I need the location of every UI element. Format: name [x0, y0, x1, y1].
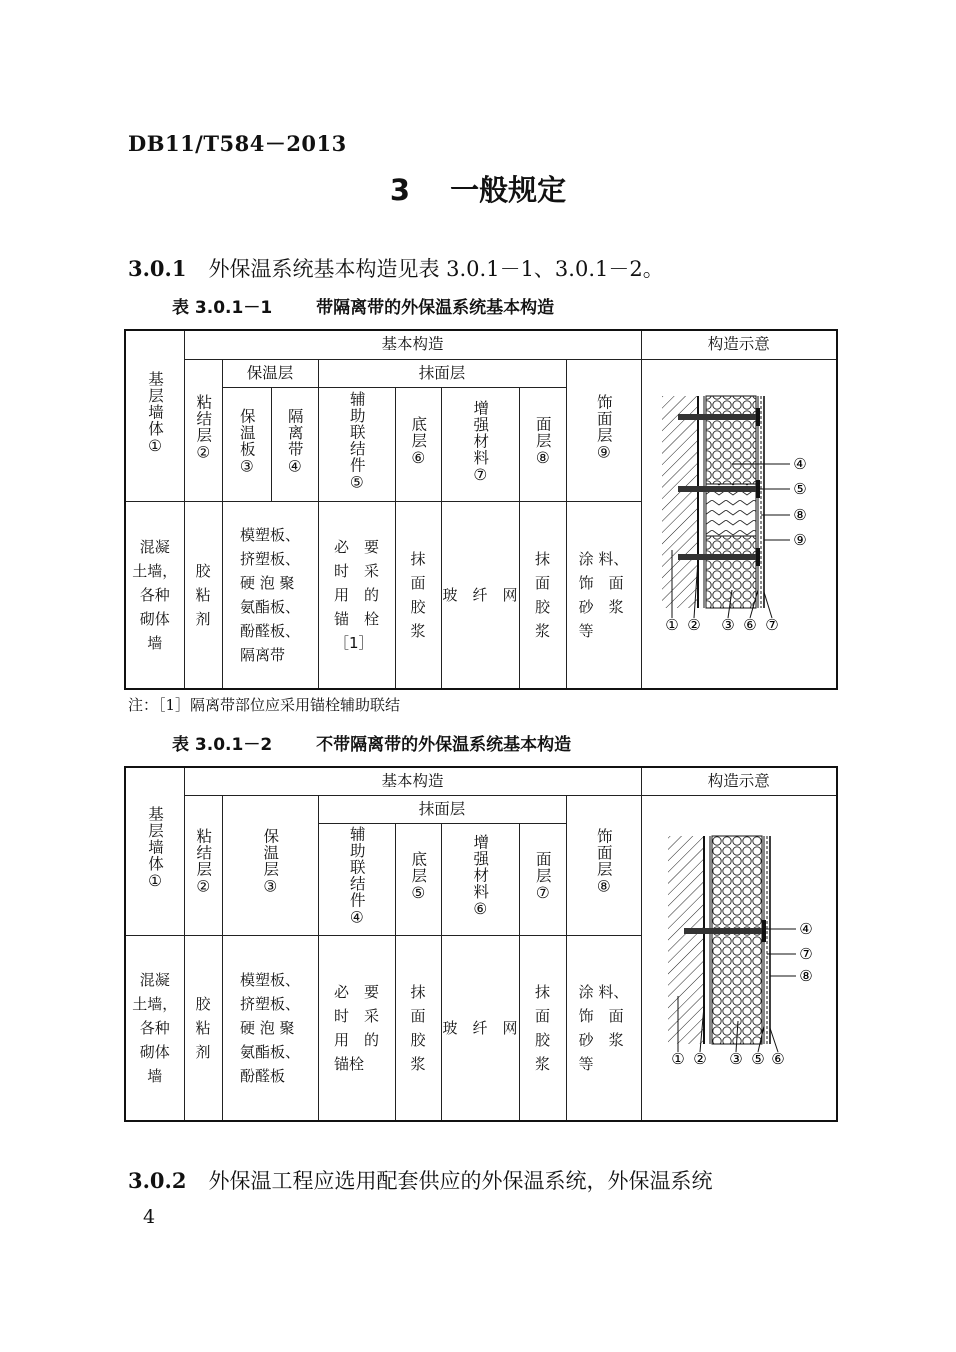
t2-base-wall-layer — [668, 836, 704, 1044]
t1-head-anchor: 辅助联结件⑤ — [318, 387, 395, 502]
t1-construction-diagram — [642, 360, 838, 688]
t2-row-reinforce: 玻 纤 网 — [441, 935, 519, 1121]
t2-head-insulation: 保温层③ — [222, 795, 318, 935]
t1-head-reinforce: 增强材料⑦ — [441, 387, 519, 502]
t1-head-diagram: 构造示意 — [641, 330, 837, 359]
t1-base-wall-layer — [662, 396, 698, 608]
t1-head-insulation-group: 保温层 — [222, 359, 318, 387]
t1-insulation-board-top — [706, 396, 756, 484]
t2-head-basic: 基本构造 — [184, 767, 641, 795]
t1-head-base-coat: 底层⑥ — [395, 387, 441, 502]
t1-head-isolation-band: 隔离带④ — [271, 387, 318, 502]
t2-head-reinforce: 增强材料⑥ — [441, 823, 519, 935]
t2-insulation-layer — [712, 836, 762, 1044]
t1-head-insulation-board: 保温板③ — [222, 387, 271, 502]
document-id: DB11/T584－2013 — [128, 131, 347, 156]
t1-row-reinforce: 玻 纤 网 — [441, 502, 519, 689]
t2-diagram-cell — [641, 795, 837, 1121]
t2-callout-right-3: ⑧ — [798, 966, 813, 985]
chapter-title: 一般规定 — [450, 173, 567, 207]
table2-caption — [172, 730, 571, 755]
t2-row-adhesive: 胶 粘 剂 — [184, 935, 222, 1121]
t2-callout-bottom-1: ① — [670, 1049, 685, 1068]
t2-row-base-wall: 混凝 土墙， 各种 砌体 墙 — [125, 935, 184, 1121]
t2-row-finish: 涂 料、 饰 面 砂 浆 等 — [566, 935, 641, 1121]
t1-head-finish: 饰面层⑨ — [566, 359, 641, 502]
t1-head-basic: 基本构造 — [184, 330, 641, 359]
chapter-heading — [0, 168, 956, 209]
t1-callout-bottom-2: ② — [686, 615, 701, 634]
chapter-number: 3 — [389, 173, 411, 207]
t1-callout-right-2: ⑤ — [792, 479, 807, 498]
t1-callout-right-1: ④ — [792, 454, 807, 473]
t2-row-top-coat: 抹 面 胶 浆 — [519, 935, 566, 1121]
t1-row-top-coat: 抹 面 胶 浆 — [519, 502, 566, 689]
t2-head-render-group: 抹面层 — [318, 795, 566, 823]
t2-head-finish: 饰面层⑧ — [566, 795, 641, 935]
clause-3-0-1 — [128, 253, 664, 283]
t1-callout-bottom-1: ① — [664, 615, 679, 634]
clause-number: 3.0.2 — [128, 1168, 187, 1193]
clause-3-0-2 — [128, 1165, 712, 1195]
t2-row-insulation: 模塑板、 挤塑板、 硬 泡 聚 氨酯板、 酚醛板 — [222, 935, 318, 1121]
t1-callout-bottom-5: ⑦ — [764, 615, 779, 634]
t1-row-base-coat: 抹 面 胶 浆 — [395, 502, 441, 689]
table-3-0-1-1 — [124, 329, 838, 690]
clause-text: 外保温工程应选用配套供应的外保温系统，外保温系统 — [208, 1169, 713, 1193]
t1-callout-right-4: ⑨ — [792, 530, 807, 549]
table2-caption-number: 表 3.0.1－2 — [172, 735, 273, 755]
t1-diagram-cell — [641, 359, 837, 689]
t1-row-anchor: 必 要 时 采 用 的 锚 栓 ［1］ — [318, 502, 395, 689]
t1-callout-bottom-3: ③ — [720, 615, 735, 634]
table-3-0-1-2 — [124, 766, 838, 1122]
page-number: 4 — [143, 1206, 156, 1228]
table2-caption-title: 不带隔离带的外保温系统基本构造 — [316, 735, 572, 755]
t1-callout-right-3: ⑧ — [792, 505, 807, 524]
t2-construction-diagram — [642, 796, 838, 1120]
table1-caption-title: 带隔离带的外保温系统基本构造 — [316, 298, 555, 318]
t2-callout-right-1: ④ — [798, 919, 813, 938]
t1-row-adhesive: 胶 粘 剂 — [184, 502, 222, 689]
t2-row-base-coat: 抹 面 胶 浆 — [395, 935, 441, 1121]
t1-head-adhesive: 粘结层② — [184, 359, 222, 502]
t2-head-anchor: 辅助联结件④ — [318, 823, 395, 935]
t2-callout-bottom-2: ② — [692, 1049, 707, 1068]
table1-caption-number: 表 3.0.1－1 — [172, 298, 273, 318]
t1-head-render-group: 抹面层 — [318, 359, 566, 387]
t1-callout-bottom-4: ⑥ — [742, 615, 757, 634]
t1-row-base-wall: 混凝 土墙， 各种 砌体 墙 — [125, 502, 184, 689]
t1-row-finish: 涂 料、 饰 面 砂 浆 等 — [566, 502, 641, 689]
t2-callout-bottom-3: ③ — [728, 1049, 743, 1068]
t2-head-top-coat: 面层⑦ — [519, 823, 566, 935]
t2-callout-right-2: ⑦ — [798, 944, 813, 963]
t2-head-adhesive: 粘结层② — [184, 795, 222, 935]
t1-row-insulation: 模塑板、 挤塑板、 硬 泡 聚 氨酯板、 酚醛板、 隔离带 — [222, 502, 318, 689]
t1-head-base-wall: 基层墙体① — [125, 330, 184, 502]
t2-head-base-wall: 基层墙体① — [125, 767, 184, 935]
t2-callout-bottom-4: ⑤ — [750, 1049, 765, 1068]
clause-text: 外保温系统基本构造见表 3.0.1－1、3.0.1－2。 — [208, 257, 664, 281]
t2-callout-bottom-5: ⑥ — [770, 1049, 785, 1068]
t2-head-base-coat: 底层⑤ — [395, 823, 441, 935]
clause-number: 3.0.1 — [128, 256, 187, 281]
t2-head-diagram: 构造示意 — [641, 767, 837, 795]
t2-row-anchor: 必 要 时 采 用 的 锚栓 — [318, 935, 395, 1121]
table1-caption — [172, 293, 554, 318]
table1-note: 注：［1］隔离带部位应采用锚栓辅助联结 — [128, 696, 401, 714]
t1-head-top-coat: 面层⑧ — [519, 387, 566, 502]
